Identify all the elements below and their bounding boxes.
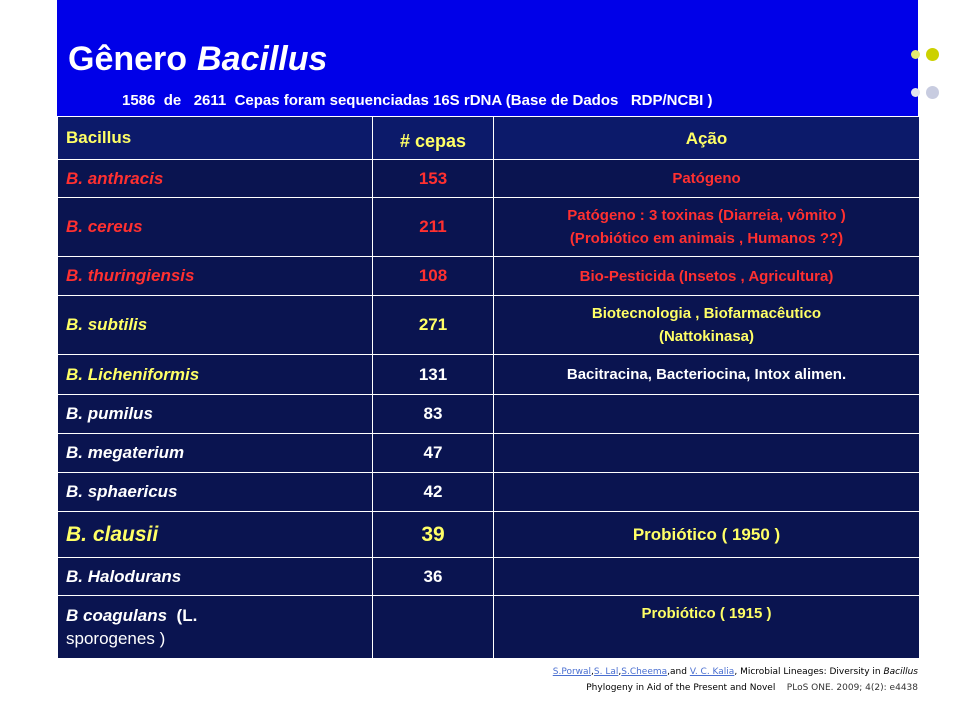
species-cell [58,596,373,659]
action-line-2: (Nattokinasa) [658,328,755,345]
citation [553,664,918,696]
count-cell: 36 [373,558,494,596]
table-row [58,395,920,434]
species-cell: B. subtilis [58,296,373,355]
title-genus: Bacillus [197,40,328,78]
separator: , [618,667,622,677]
author-link[interactable]: V. C. Kalia [689,667,735,677]
count-cell [373,596,494,659]
citation-line-1 [553,664,918,680]
table-row [58,355,920,395]
count-cell: 47 [373,434,494,473]
action-line-2: (Probiótico em animais , Humanos ??) [569,230,844,247]
slide-title [68,40,327,79]
author-link[interactable]: S.Cheema [621,667,668,677]
action-cell [494,473,920,512]
species-cell: B. pumilus [58,395,373,434]
count-cell: 39 [373,512,494,558]
species-synonym-2: sporogenes ) [66,629,166,648]
count-cell: 271 [373,296,494,355]
citation-subtitle: Phylogeny in Aid of the Present and Novel [586,683,776,693]
count-cell: 108 [373,257,494,296]
action-cell [494,558,920,596]
action-cell [494,512,920,558]
count-cell: 153 [373,160,494,198]
table-row [58,473,920,512]
action-cell [494,160,920,198]
header-action: Ação [494,117,920,160]
count-cell: 131 [373,355,494,395]
separator: ,and [667,667,690,677]
citation-line-2 [553,680,918,696]
slide-subtitle: 1586 de 2611 Cepas foram sequenciadas 16S rDNA (Base de Dados RDP/NCBI ) [122,92,713,109]
author-link[interactable]: S. Lal [593,667,619,677]
action-cell [494,395,920,434]
table-row [58,296,920,355]
citation-title: Microbial Lineages: Diversity in [737,667,884,677]
species-cell: B. clausii [58,512,373,558]
species-cell: B. cereus [58,198,373,257]
species-cell: B. thuringiensis [58,257,373,296]
action-line: Probiótico ( 1915 ) [641,605,772,622]
table-row [58,198,920,257]
count-cell: 42 [373,473,494,512]
species-cell: B. Halodurans [58,558,373,596]
count-cell: 211 [373,198,494,257]
separator: , [734,667,738,677]
action-cell [494,355,920,395]
species-cell: B. Licheniformis [58,355,373,395]
decorative-dot-yellow [926,48,939,61]
action-cell [494,434,920,473]
action-cell [494,198,920,257]
action-cell [494,257,920,296]
species-cell: B. megaterium [58,434,373,473]
title-prefix: Gênero [68,40,188,78]
table-row [58,512,920,558]
decorative-dot-yellow-small [911,50,920,59]
action-line: Probiótico ( 1950 ) [632,525,781,544]
action-line: Biotecnologia , Biofarmacêutico [591,305,822,322]
action-line: Patógeno [672,170,741,187]
bacillus-table [57,116,920,659]
species-cell: B. sphaericus [58,473,373,512]
action-line: Bacitracina, Bacteriocina, Intox alimen. [566,366,847,383]
species-name: B coagulans [66,606,168,625]
table-row [58,434,920,473]
citation-journal: PLoS ONE. 2009; 4(2): e4438 [786,683,918,693]
decorative-dot-gray-small [911,88,920,97]
species-cell: B. anthracis [58,160,373,198]
table-row [58,257,920,296]
action-cell [494,596,920,659]
table-row [58,596,920,659]
action-cell [494,296,920,355]
count-cell: 83 [373,395,494,434]
table-row [58,160,920,198]
citation-genus: Bacillus [883,667,918,677]
author-link[interactable]: S.Porwal [552,667,592,677]
table-row [58,558,920,596]
header-species: Bacillus [58,117,373,160]
species-synonym-1: (L. [176,606,198,625]
header-count: # cepas [373,117,494,160]
separator: , [591,667,594,677]
table-header-row [58,117,920,160]
action-line: Bio-Pesticida (Insetos , Agricultura) [579,267,834,285]
decorative-dot-gray [926,86,939,99]
action-line: Patógeno : 3 toxinas (Diarreia, vômito ) [567,207,846,224]
